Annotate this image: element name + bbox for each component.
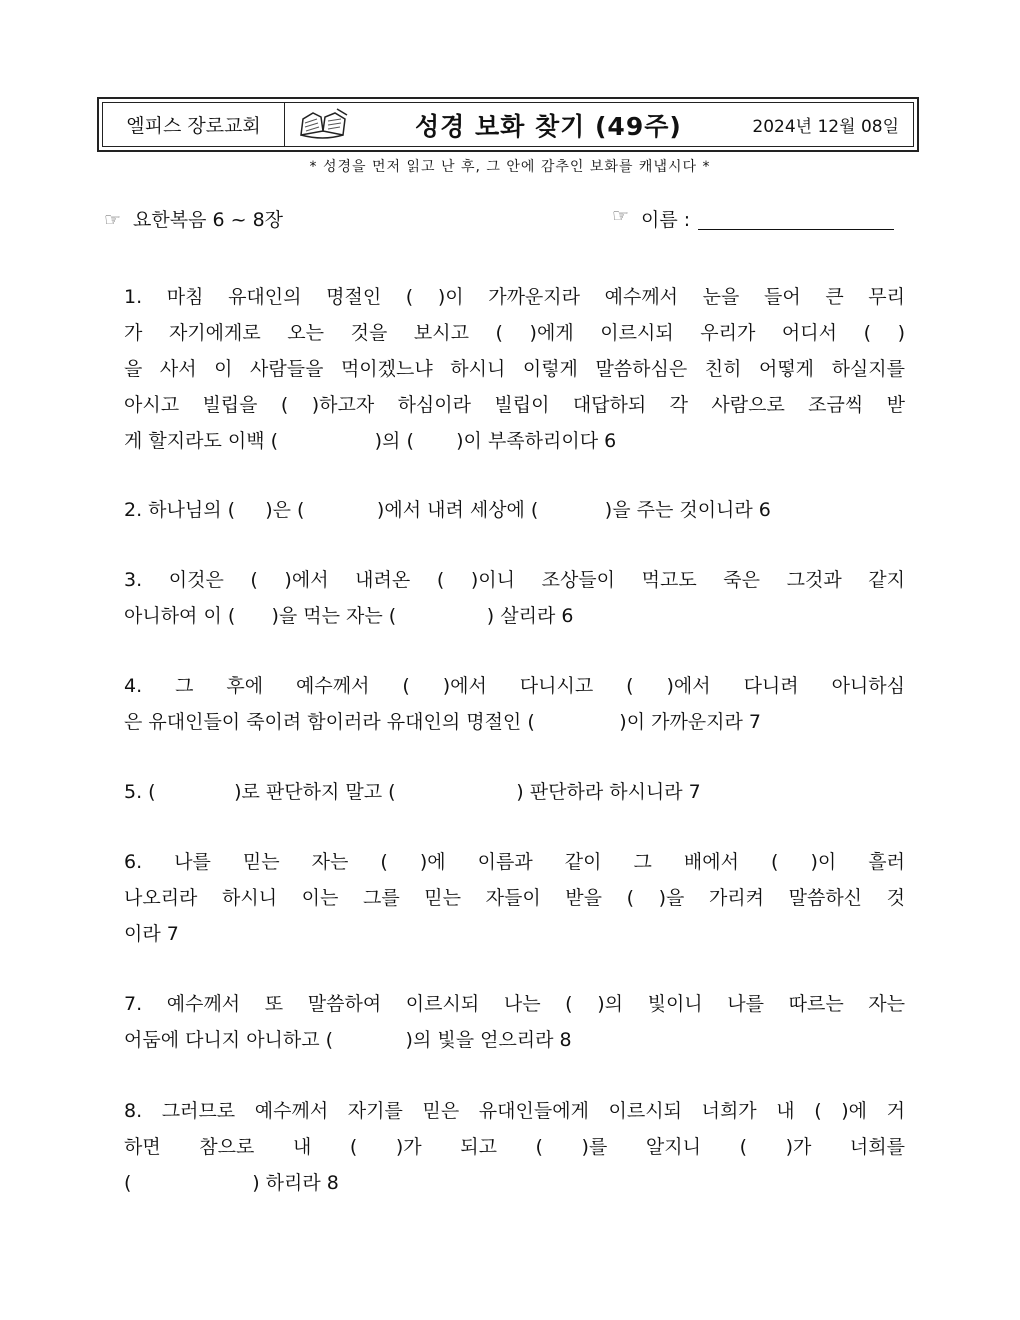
- pointing-hand-icon: ☞: [612, 205, 630, 227]
- question-line: 을 사서 이 사람들을 먹이겠느냐 하시니 이렇게 말씀하심은 친히 어떻게 하실지를: [124, 358, 905, 380]
- question-7: [124, 986, 905, 1058]
- church-name: 엘피스 장로교회: [103, 103, 285, 146]
- question-1: [124, 279, 905, 459]
- question-line: 2. 하나님의 ( )은 ( )에서 내려 세상에 ( )을 주는 것이니라 6: [124, 499, 771, 521]
- pointing-hand-icon: ☞: [104, 209, 122, 231]
- name-input-line[interactable]: [698, 205, 894, 230]
- question-line: 4. 그 후에 예수께서 ( )에서 다니시고 ( )에서 다니려 아니하심: [124, 675, 905, 697]
- question-line: 하면 참으로 내 ( )가 되고 ( )를 알지니 ( )가 너희를: [124, 1136, 905, 1158]
- open-book-icon: [297, 105, 349, 145]
- question-line: 은 유대인들이 죽이려 함이러라 유대인의 명절인 ( )이 가까운지라 7: [124, 711, 761, 733]
- question-line: 8. 그러므로 예수께서 자기를 믿은 유대인들에게 이르시되 너희가 내 ( )에 거: [124, 1100, 905, 1122]
- question-3: [124, 562, 905, 634]
- question-line: ( ) 하리라 8: [124, 1172, 339, 1194]
- question-6: [124, 844, 905, 952]
- question-line: 6. 나를 믿는 자는 ( )에 이름과 같이 그 배에서 ( )이 흘러: [124, 851, 905, 873]
- question-4: [124, 668, 905, 740]
- question-line: 나오리라 하시니 이는 그를 믿는 자들이 받을 ( )을 가리켜 말씀하신 것: [124, 887, 905, 909]
- date: 2024년 12월 08일: [752, 117, 899, 137]
- question-line: 5. ( )로 판단하지 말고 ( ) 판단하라 하시니라 7: [124, 781, 701, 803]
- header-inner: [102, 102, 914, 147]
- scripture-text: 요한복음 6 ~ 8장: [133, 209, 284, 231]
- name-area: [612, 205, 894, 232]
- question-line: 어둠에 다니지 아니하고 ( )의 빛을 얻으리라 8: [124, 1029, 572, 1051]
- page-title: 성경 보화 찾기 (49주): [415, 111, 682, 141]
- question-5: [124, 774, 905, 810]
- question-2: [124, 492, 905, 528]
- question-line: 아시고 빌립을 ( )하고자 하심이라 빌립이 대답하되 각 사람으로 조금씩 받: [124, 394, 905, 416]
- instruction-subtitle: * 성경을 먼저 읽고 난 후, 그 안에 감추인 보화를 캐냅시다 *: [309, 159, 711, 175]
- name-label: 이름 :: [641, 209, 691, 231]
- scripture-range: [104, 205, 283, 232]
- question-line: 아니하여 이 ( )을 먹는 자는 ( ) 살리라 6: [124, 605, 574, 627]
- header-box: [97, 97, 919, 152]
- question-line: 이라 7: [124, 923, 179, 945]
- question-line: 7. 예수께서 또 말씀하여 이르시되 나는 ( )의 빛이니 나를 따르는 자는: [124, 993, 905, 1015]
- question-line: 3. 이것은 ( )에서 내려온 ( )이니 조상들이 먹고도 죽은 그것과 같지: [124, 569, 905, 591]
- question-8: [124, 1093, 905, 1201]
- question-line: 게 할지라도 이백 ( )의 ( )이 부족하리이다 6: [124, 430, 617, 452]
- question-line: 1. 마침 유대인의 명절인 ( )이 가까운지라 예수께서 눈을 들어 큰 무리: [124, 286, 905, 308]
- question-line: 가 자기에게로 오는 것을 보시고 ( )에게 이르시되 우리가 어디서 ( ): [124, 322, 905, 344]
